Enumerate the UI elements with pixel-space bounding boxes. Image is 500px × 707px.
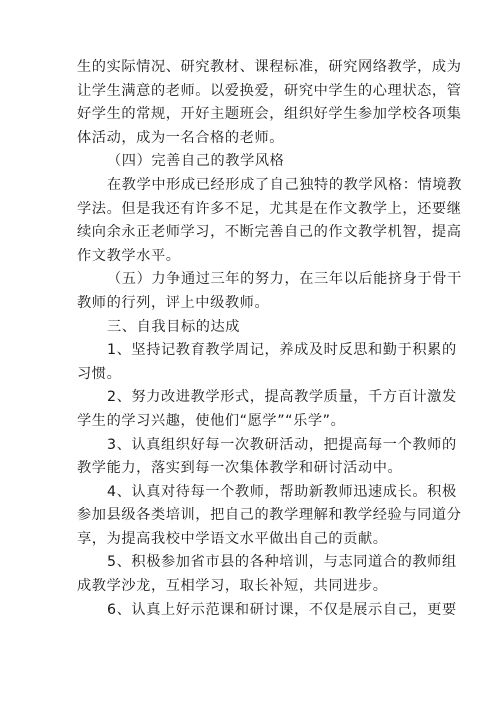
text-line: 在教学中形成已经形成了自己独特的教学风格：情境教 <box>107 176 462 193</box>
text-line: 作文教学水平。 <box>77 247 181 264</box>
text-line: 参加县级各类培训，把自己的教学理解和教学经验与同道分 <box>77 507 462 524</box>
section-heading-3 <box>77 316 425 340</box>
list-item-6 <box>77 599 457 623</box>
text-line: 习惯。 <box>77 365 122 382</box>
document-body <box>77 56 462 622</box>
text-line: 1、坚持记教育教学周记，养成及时反思和勤于积累的 <box>107 342 457 359</box>
text-line: 4、认真对待每一个教师，帮助新教师迅速成长。积极 <box>107 483 457 500</box>
text-line: 让学生满意的老师。以爱换爱，研究中学生的心理状态，管 <box>77 82 462 99</box>
list-item-1 <box>77 339 457 386</box>
text-line: 生的实际情况、研究教材、课程标准，研究网络教学，成为 <box>77 59 462 75</box>
text-line: 3、认真组织好每一次教研活动，把提高每一个教师的 <box>107 436 457 453</box>
text-line: 成教学沙龙，互相学习，取长补短，共同进步。 <box>77 578 388 595</box>
text-line: 5、积极参加省市县的各种培训，与志同道合的教师组 <box>107 554 457 571</box>
heading-line: （四）完善自己的教学风格 <box>107 153 285 170</box>
text-line: 2、努力改进教学形式，提高教学质量，千方百计激发 <box>107 389 457 406</box>
paragraph-teaching-style <box>77 174 462 268</box>
list-item-2 <box>77 386 457 433</box>
section-heading-4 <box>77 150 425 174</box>
text-line: 6、认真上好示范课和研讨课，不仅是展示自己，更要 <box>107 601 457 618</box>
text-line: 体活动，成为一名合格的老师。 <box>77 129 285 146</box>
list-item-4 <box>77 481 462 552</box>
text-line: （五）力争通过三年的努力，在三年以后能挤身于骨干 <box>107 271 462 288</box>
paragraph-continuation <box>77 56 462 150</box>
text-line: 学法。但是我还有许多不足，尤其是在作文教学上，还要继 <box>77 200 462 217</box>
list-item-5 <box>77 551 457 598</box>
text-line: 续向余永正老师学习，不断完善自己的作文教学机智，提高 <box>77 224 462 241</box>
list-item-3 <box>77 434 457 481</box>
text-line: 学生的学习兴趣，使他们“愿学”“乐学”。 <box>77 412 346 429</box>
text-line: 教学能力，落实到每一次集体教学和研讨活动中。 <box>77 460 403 477</box>
text-line: 教师的行列，评上中级教师。 <box>77 294 270 311</box>
text-line: 享，为提高我校中学语文水平做出自己的贡献。 <box>77 530 388 547</box>
paragraph-goal-5 <box>77 268 462 315</box>
heading-line: 三、自我目标的达成 <box>107 318 241 335</box>
text-line: 好学生的常规，开好主题班会，组织好学生参加学校各项集 <box>77 106 462 123</box>
